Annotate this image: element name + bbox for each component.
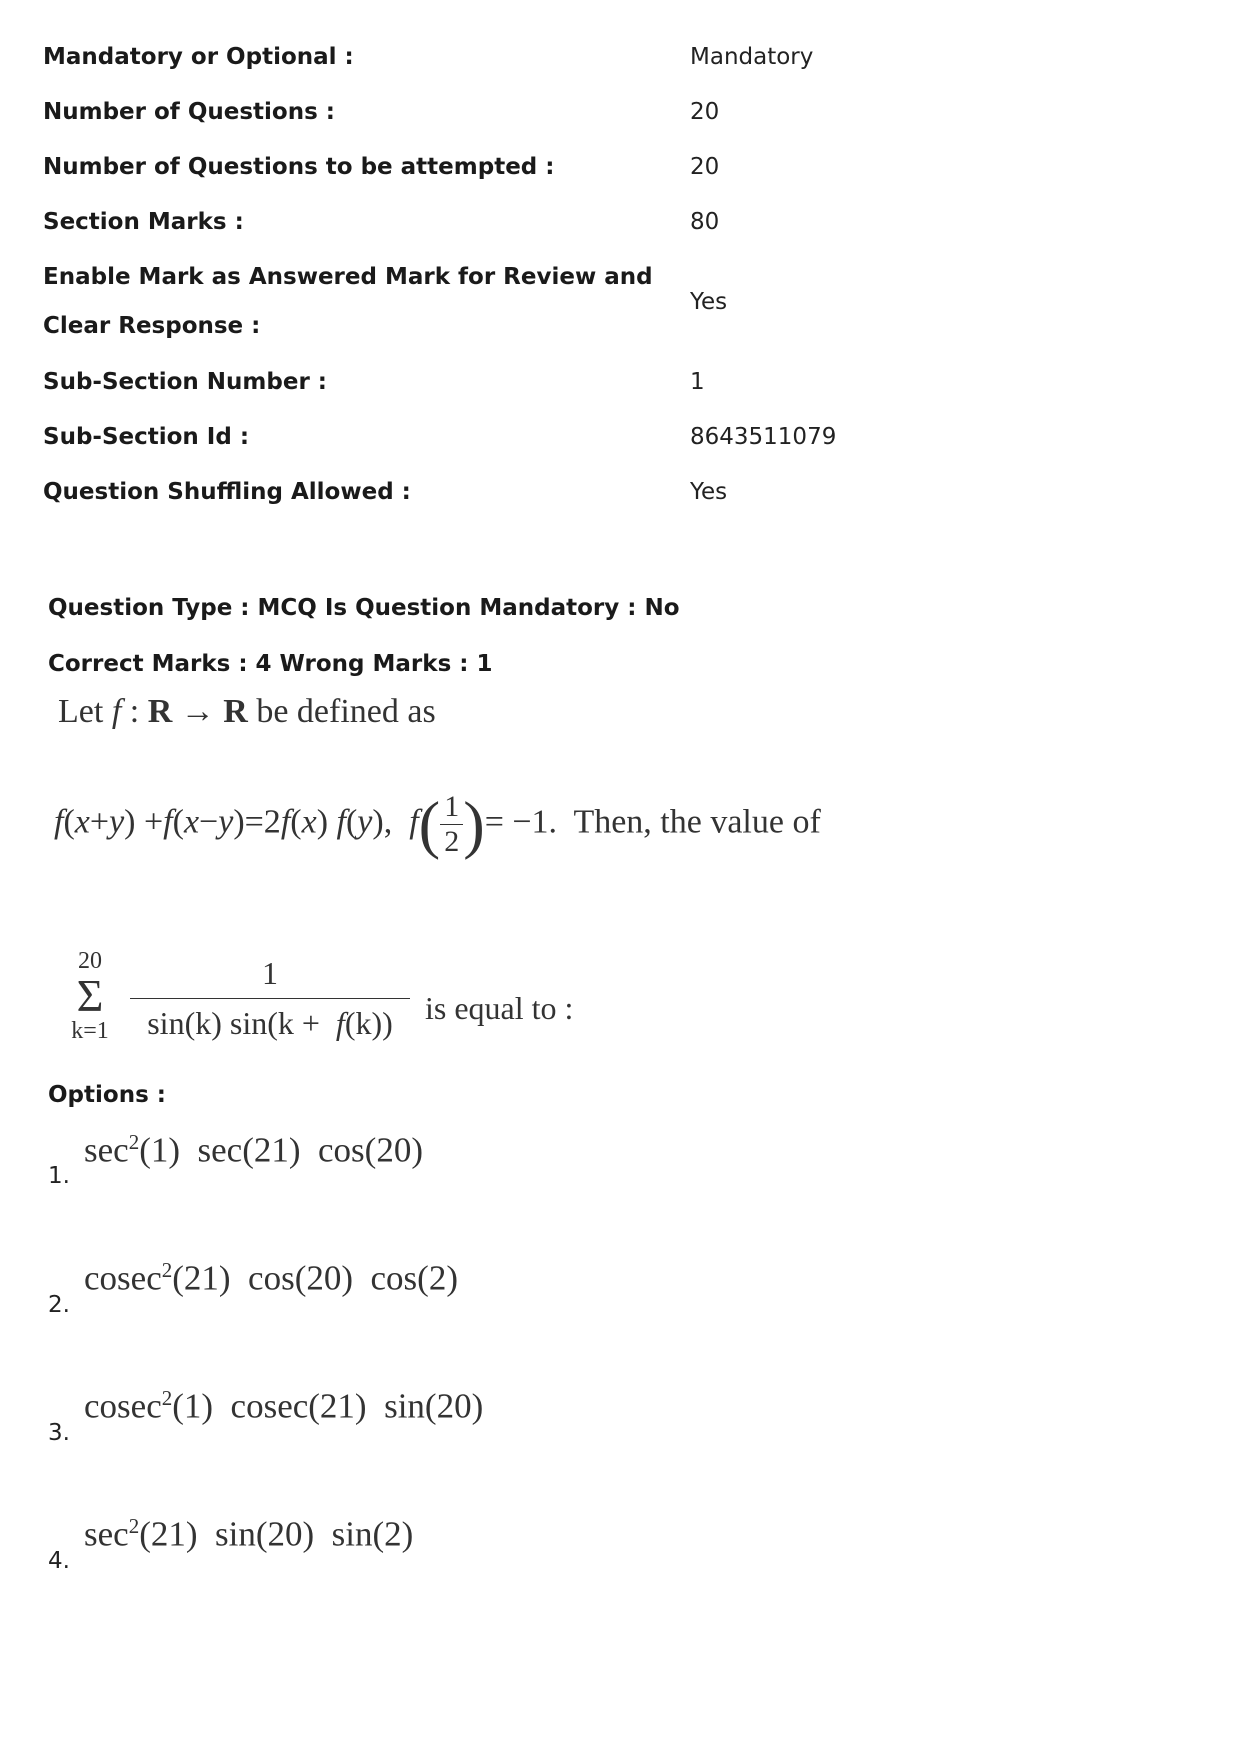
question-type-line: Question Type : MCQ Is Question Mandatory : No: [48, 595, 680, 621]
option-4[interactable]: $\sec^2(21)$ sin(20) sin(2): [84, 1514, 414, 1554]
meta-value: Yes: [690, 289, 728, 315]
meta-value: Mandatory: [690, 44, 814, 70]
option-2[interactable]: cosec$^2$(21) cos(20) cos(2): [84, 1258, 458, 1298]
option-number: 1.: [48, 1163, 70, 1189]
fraction-numerator: 1: [130, 955, 410, 999]
summation-upper: 20: [78, 948, 102, 974]
question-equation: f(x+y) +f(x−y)=2f(x) f(y), f( $\frac{1}{2}$ )= −1. Then, the value of: [54, 788, 821, 861]
option-1[interactable]: $\sec^2(1)$ sec(21) cos(20): [84, 1130, 423, 1170]
option-3[interactable]: cosec$^2$(1) cosec(21) sin(20): [84, 1386, 484, 1426]
summation-lower: k=1: [71, 1018, 109, 1044]
question-stem-line1: Let f : R → R be defined as: [58, 693, 436, 730]
option-number: 3.: [48, 1420, 70, 1446]
meta-label: Sub-Section Id :: [43, 424, 250, 450]
summation-symbol: [60, 948, 120, 1044]
meta-label: Number of Questions :: [43, 99, 335, 125]
meta-value: Yes: [690, 479, 728, 505]
meta-label: Section Marks :: [43, 209, 244, 235]
meta-value: 20: [690, 99, 720, 125]
summation-suffix: is equal to :: [425, 990, 574, 1026]
meta-label: Mandatory or Optional :: [43, 44, 354, 70]
meta-value: 80: [690, 209, 720, 235]
meta-label: Question Shuffling Allowed :: [43, 479, 411, 505]
option-number: 2.: [48, 1292, 70, 1318]
meta-label: Number of Questions to be attempted :: [43, 154, 555, 180]
meta-row-mark-review: [43, 252, 1193, 352]
meta-value: 20: [690, 154, 720, 180]
meta-label-line2: Clear Response :: [43, 313, 261, 339]
sigma-icon: Σ: [76, 970, 104, 1021]
options-label: Options :: [48, 1082, 166, 1108]
summation-fraction: [130, 955, 410, 1042]
meta-label: Sub-Section Number :: [43, 369, 328, 395]
option-number: 4.: [48, 1548, 70, 1574]
fraction-denominator: sin(k) sin(k + f(k)): [147, 1005, 393, 1041]
meta-label: Enable Mark as Answered Mark for Review and: [43, 264, 653, 290]
meta-value: 1: [690, 369, 705, 395]
question-marks-line: Correct Marks : 4 Wrong Marks : 1: [48, 651, 493, 677]
meta-value: 8643511079: [690, 424, 837, 450]
